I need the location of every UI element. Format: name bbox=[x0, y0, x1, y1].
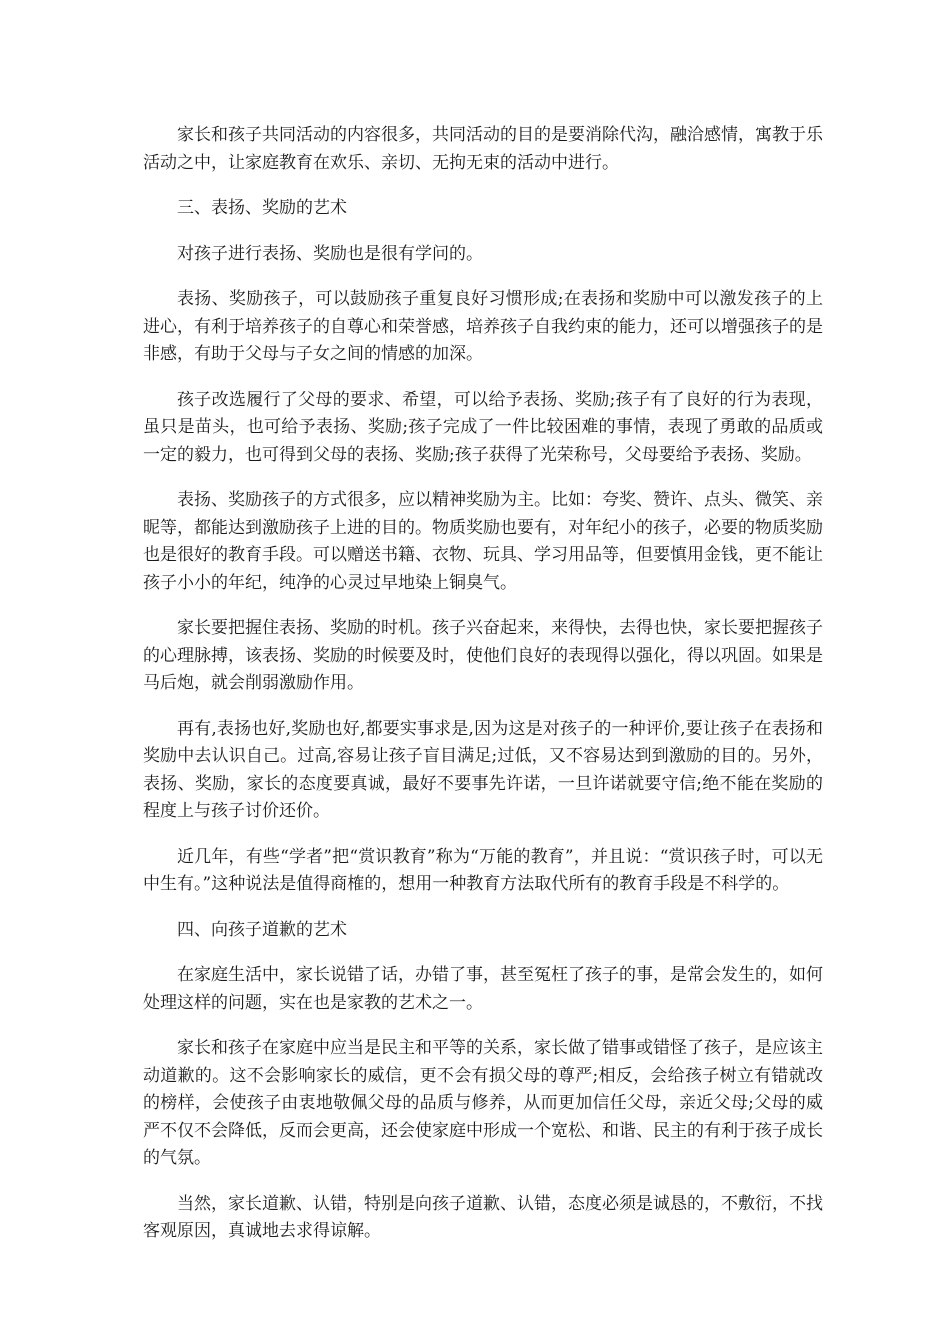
paragraph: 再有,表扬也好,奖励也好,都要实事求是,因为这是对孩子的一种评价,要让孩子在表扬和奖励中去认识自己。过高,容易让孩子盲目满足;过低，又不容易达到到激励的目的。另外，表扬、奖励，家长的态度要真诚，最好不要事先许诺，一旦许诺就要守信;绝不能在奖励的程度上与孩子讨价还价。 bbox=[143, 718, 823, 821]
paragraph: 在家庭生活中，家长说错了话，办错了事，甚至冤枉了孩子的事，是常会发生的，如何处理这样的问题，实在也是家教的艺术之一。 bbox=[143, 965, 823, 1013]
paragraph: 对孩子进行表扬、奖励也是很有学问的。 bbox=[177, 243, 483, 264]
paragraph: 家长要把握住表扬、奖励的时机。孩子兴奋起来，来得快，去得也快，家长要把握孩子的心理脉搏，该表扬、奖励的时候要及时，使他们良好的表现得以强化，得以巩固。如果是马后炮，就会削弱激励作用。 bbox=[143, 618, 823, 693]
paragraph: 家长和孩子在家庭中应当是民主和平等的关系，家长做了错事或错怪了孩子，是应该主动道歉的。这不会影响家长的威信，更不会有损父母的尊严;相反，会给孩子树立有错就改的榜样，会使孩子由衷地敬佩父母的品质与修养，从而更加信任父母，亲近父母;父母的威严不仅不会降低，反而会更高，还会使家庭中形成一个宽松、和谐、民主的有利于孩子成长的气氛。 bbox=[143, 1038, 823, 1168]
paragraph: 表扬、奖励孩子，可以鼓励孩子重复良好习惯形成;在表扬和奖励中可以激发孩子的上进心，有利于培养孩子的自尊心和荣誉感，培养孩子自我约束的能力，还可以增强孩子的是非感，有助于父母与子女之间的情感的加深。 bbox=[143, 289, 823, 364]
paragraph: 表扬、奖励孩子的方式很多，应以精神奖励为主。比如：夸奖、赞许、点头、微笑、亲昵等，都能达到激励孩子上进的目的。物质奖励也要有，对年纪小的孩子，必要的物质奖励也是很好的教育手段。可以赠送书籍、衣物、玩具、学习用品等，但要慎用金钱，更不能让孩子小小的年纪，纯净的心灵过早地染上铜臭气。 bbox=[143, 490, 823, 593]
document-body bbox=[143, 122, 823, 1264]
paragraph: 家长和孩子共同活动的内容很多，共同活动的目的是要消除代沟，融洽感情，寓教于乐活动之中，让家庭教育在欢乐、亲切、无拘无束的活动中进行。 bbox=[143, 125, 823, 173]
paragraph: 近几年，有些“学者”把“赏识教育”称为“万能的教育”，并且说：“赏识孩子时，可以无中生有。”这种说法是值得商榷的，想用一种教育方法取代所有的教育手段是不科学的。 bbox=[143, 846, 823, 894]
section-heading: 三、表扬、奖励的艺术 bbox=[177, 198, 347, 218]
paragraph: 孩子改选履行了父母的要求、希望，可以给予表扬、奖励;孩子有了良好的行为表现，虽只是苗头，也可给予表扬、奖励;孩子完成了一件比较困难的事情，表现了勇敢的品质或一定的毅力，也可得到父母的表扬、奖励;孩子获得了光荣称号，父母要给予表扬、奖励。 bbox=[143, 389, 823, 465]
section-heading: 四、向孩子道歉的艺术 bbox=[177, 919, 347, 940]
paragraph: 当然，家长道歉、认错，特别是向孩子道歉、认错，态度必须是诚恳的，不敷衍，不找客观原因，真诚地去求得谅解。 bbox=[143, 1193, 823, 1241]
